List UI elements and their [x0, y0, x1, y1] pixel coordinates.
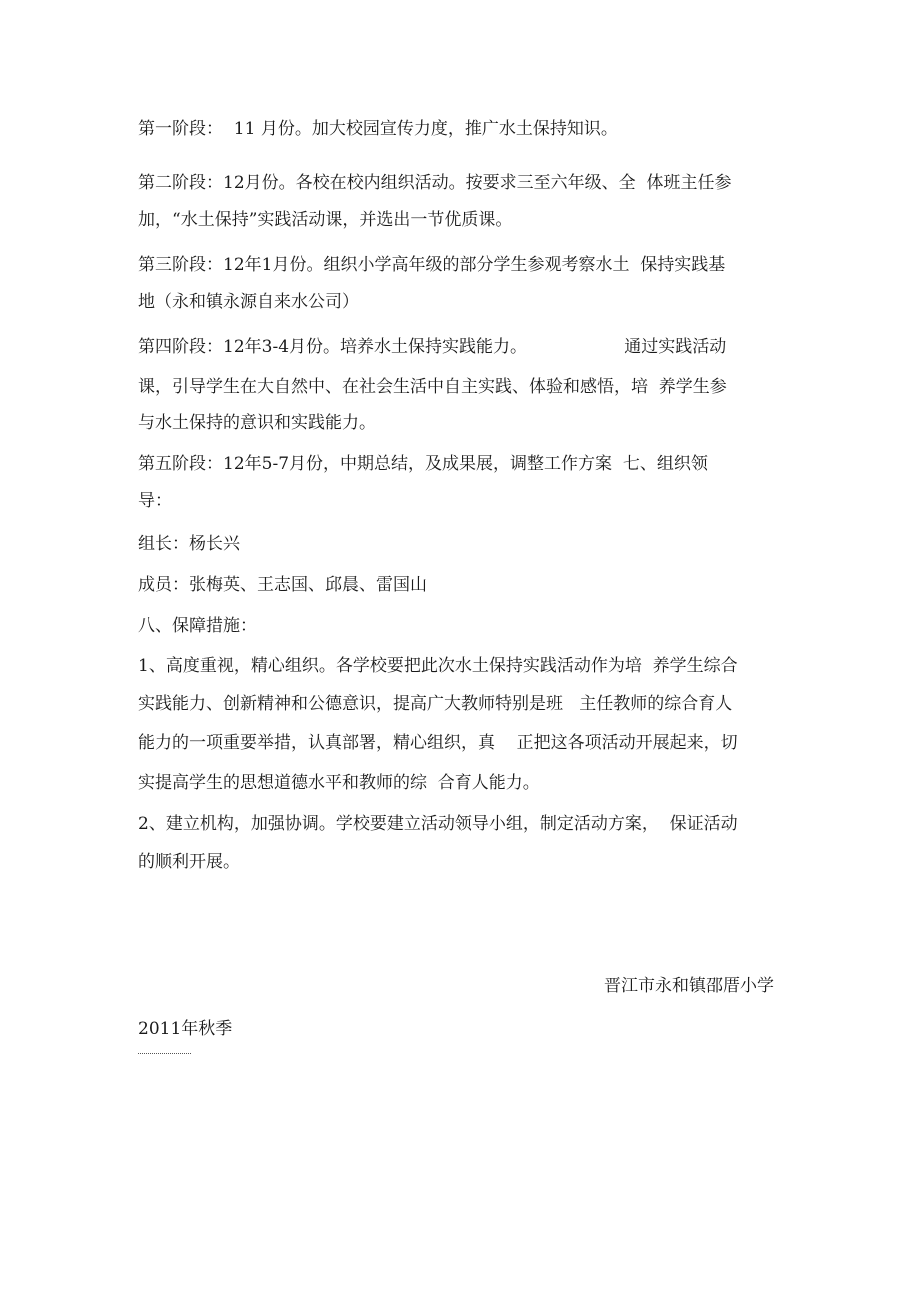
leader-line: 组长：杨长兴 — [138, 534, 240, 554]
stage-2-line-2: 加，“水土保持”实践活动课，并选出一节优质课。 — [138, 210, 513, 230]
stage-3-line-1: 第三阶段：12年1月份。组织小学高年级的部分学生参观考察水土 保持实践基 — [138, 255, 726, 275]
school-signature: 晋江市永和镇邵厝小学 — [604, 976, 774, 996]
date-underline — [138, 1053, 191, 1054]
measure-1-line-3: 能力的一项重要举措，认真部署，精心组织，真 正把这各项活动开展起来，切 — [138, 733, 738, 753]
stage-4-line-3: 与水土保持的意识和实践能力。 — [138, 413, 376, 433]
measure-2-line-1: 2、建立机构，加强协调。学校要建立活动领导小组，制定活动方案， 保证活动 — [138, 814, 738, 834]
measure-2-line-2: 的顺利开展。 — [138, 852, 240, 872]
measures-heading: 八、保障措施： — [138, 616, 257, 636]
stage-1-line: 第一阶段： 11 月份。加大校园宣传力度，推广水土保持知识。 — [138, 119, 618, 139]
measure-1-line-4: 实提高学生的思想道德水平和教师的综 合育人能力。 — [138, 773, 540, 793]
stage-4-line-1: 第四阶段：12年3-4月份。培养水土保持实践能力。 通过实践活动 — [138, 337, 727, 357]
date-line: 2011年秋季 — [138, 1019, 233, 1039]
stage-3-line-2: 地（永和镇永源自来水公司） — [138, 292, 359, 312]
stage-4-line-2: 课，引导学生在大自然中、在社会生活中自主实践、体验和感悟，培 养学生参 — [138, 377, 727, 397]
measure-1-line-2: 实践能力、创新精神和公德意识，提高广大教师特别是班 主任教师的综合育人 — [138, 694, 733, 714]
stage-5-line-1: 第五阶段：12年5-7月份，中期总结，及成果展，调整工作方案 七、组织领 — [138, 454, 708, 474]
measure-1-line-1: 1、高度重视，精心组织。各学校要把此次水土保持实践活动作为培 养学生综合 — [138, 656, 738, 676]
stage-5-line-2: 导： — [138, 491, 172, 511]
members-line: 成员：张梅英、王志国、邱晨、雷国山 — [138, 575, 427, 595]
stage-2-line-1: 第二阶段：12月份。各校在校内组织活动。按要求三至六年级、全 体班主任参 — [138, 173, 732, 193]
